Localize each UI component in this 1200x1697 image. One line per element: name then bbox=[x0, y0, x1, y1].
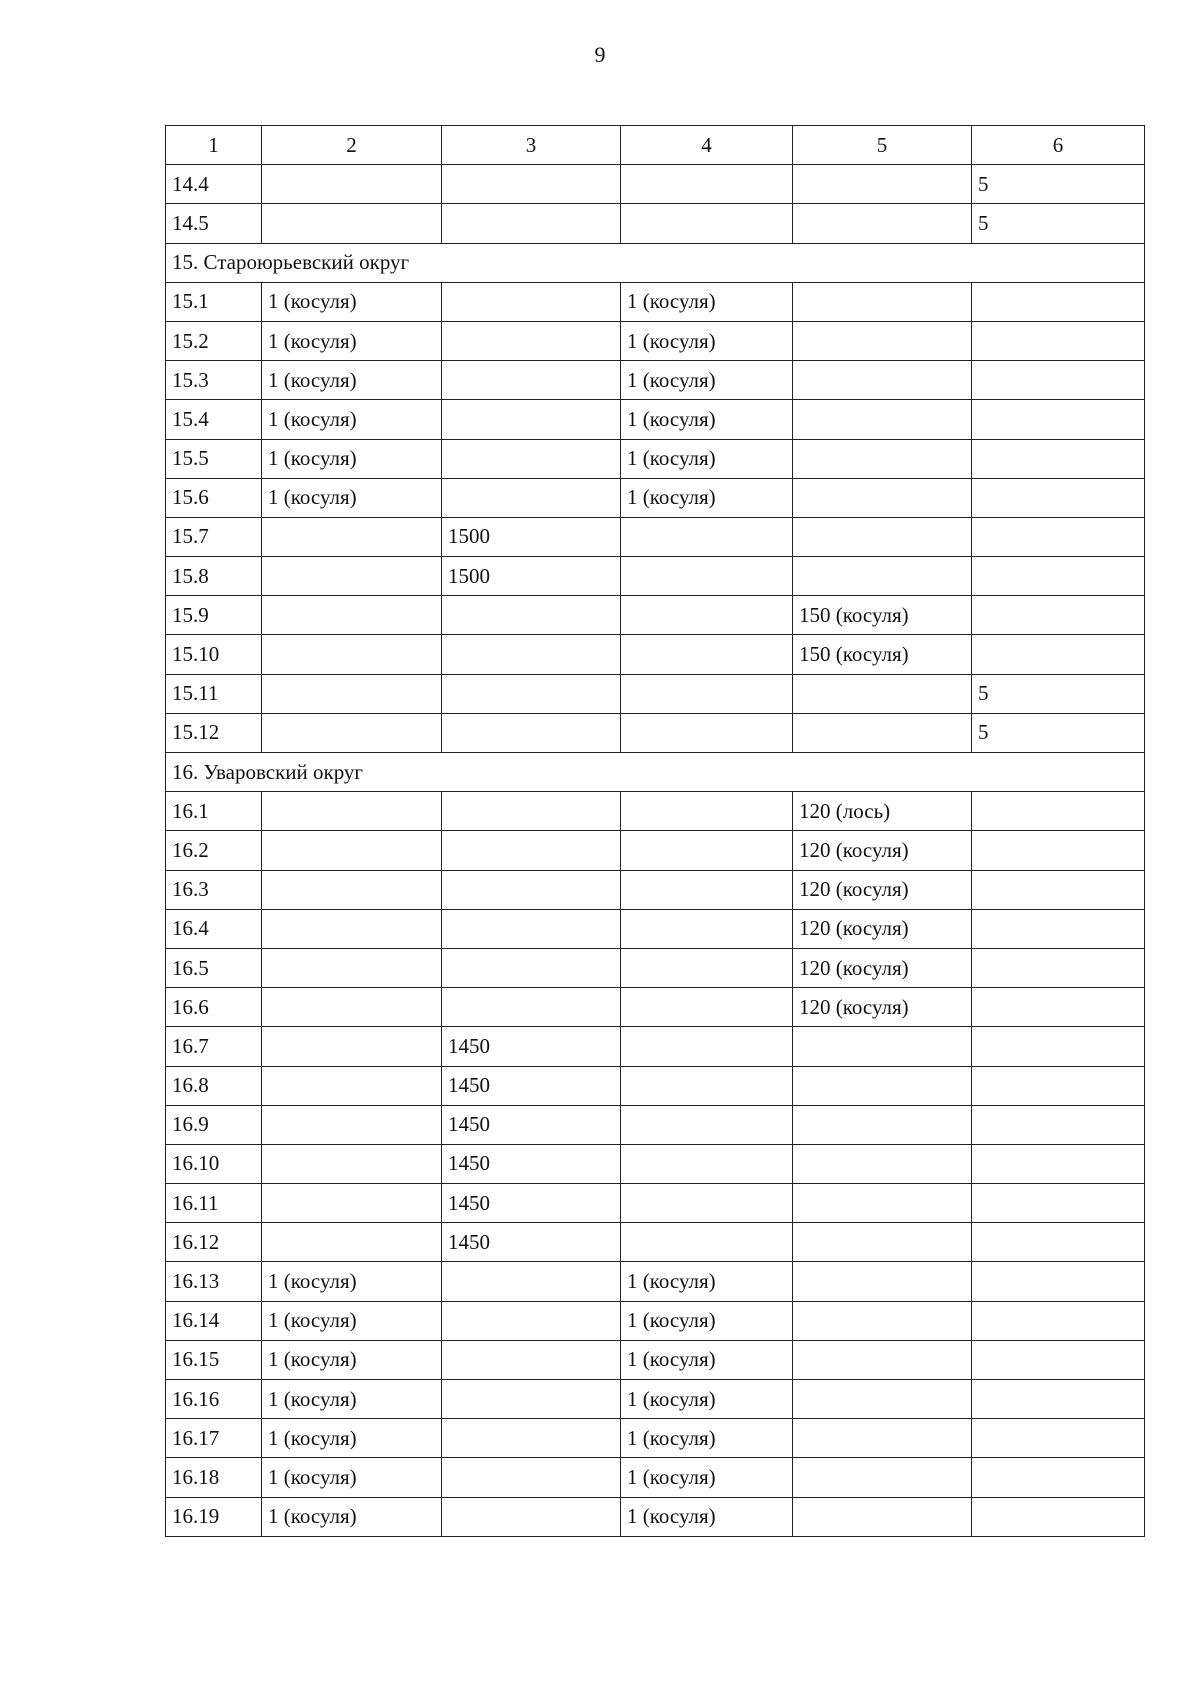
table-cell bbox=[972, 1301, 1145, 1340]
table-cell bbox=[262, 674, 442, 713]
table-cell bbox=[793, 1223, 972, 1262]
table-cell: 5 bbox=[972, 165, 1145, 204]
row-number-cell: 16.9 bbox=[166, 1105, 262, 1144]
table-row bbox=[166, 282, 1145, 321]
row-number-cell: 15.4 bbox=[166, 400, 262, 439]
table-cell bbox=[442, 713, 621, 752]
table-cell bbox=[972, 478, 1145, 517]
column-header: 6 bbox=[972, 126, 1145, 165]
table-row bbox=[166, 517, 1145, 556]
table-cell bbox=[262, 713, 442, 752]
row-number-cell: 16.7 bbox=[166, 1027, 262, 1066]
table-cell bbox=[972, 1144, 1145, 1183]
table-cell bbox=[262, 517, 442, 556]
table-cell bbox=[972, 1497, 1145, 1536]
table-cell bbox=[442, 909, 621, 948]
table-row bbox=[166, 439, 1145, 478]
table-cell: 1 (косуля) bbox=[262, 321, 442, 360]
table-cell bbox=[972, 361, 1145, 400]
row-number-cell: 15.5 bbox=[166, 439, 262, 478]
table-cell bbox=[262, 870, 442, 909]
row-number-cell: 16.3 bbox=[166, 870, 262, 909]
table-row bbox=[166, 1262, 1145, 1301]
row-number-cell: 16.12 bbox=[166, 1223, 262, 1262]
table-cell: 1 (косуля) bbox=[262, 1262, 442, 1301]
row-number-cell: 16.8 bbox=[166, 1066, 262, 1105]
table-cell bbox=[262, 1066, 442, 1105]
table-cell bbox=[442, 674, 621, 713]
table-cell bbox=[262, 1223, 442, 1262]
table-cell bbox=[262, 1144, 442, 1183]
table-cell: 1 (косуля) bbox=[621, 1380, 793, 1419]
table-row bbox=[166, 1223, 1145, 1262]
table-cell bbox=[793, 1144, 972, 1183]
table-cell bbox=[793, 204, 972, 243]
table-cell bbox=[262, 1027, 442, 1066]
row-number-cell: 16.4 bbox=[166, 909, 262, 948]
table-cell bbox=[793, 1340, 972, 1379]
section-row bbox=[166, 753, 1145, 792]
column-header: 1 bbox=[166, 126, 262, 165]
table-cell bbox=[262, 948, 442, 987]
table-cell bbox=[621, 909, 793, 948]
table-cell bbox=[621, 635, 793, 674]
table-cell bbox=[442, 948, 621, 987]
table-cell bbox=[793, 674, 972, 713]
section-title: 16. Уваровский округ bbox=[166, 753, 1145, 792]
table-row bbox=[166, 1184, 1145, 1223]
row-number-cell: 16.2 bbox=[166, 831, 262, 870]
table-cell: 1 (косуля) bbox=[621, 1301, 793, 1340]
table-cell: 1 (косуля) bbox=[262, 439, 442, 478]
table-cell bbox=[793, 713, 972, 752]
table-cell bbox=[972, 988, 1145, 1027]
section-row bbox=[166, 243, 1145, 282]
table-cell bbox=[442, 596, 621, 635]
table-cell bbox=[621, 1027, 793, 1066]
row-number-cell: 16.18 bbox=[166, 1458, 262, 1497]
table-cell bbox=[621, 1184, 793, 1223]
table-cell bbox=[262, 1184, 442, 1223]
table-cell: 1 (косуля) bbox=[262, 1340, 442, 1379]
table-row bbox=[166, 1066, 1145, 1105]
table-cell bbox=[442, 478, 621, 517]
table-row bbox=[166, 1340, 1145, 1379]
table-cell: 1 (косуля) bbox=[262, 1419, 442, 1458]
table-cell bbox=[621, 674, 793, 713]
table-cell bbox=[972, 792, 1145, 831]
table-cell: 120 (косуля) bbox=[793, 988, 972, 1027]
table-cell bbox=[972, 1380, 1145, 1419]
table-cell: 120 (косуля) bbox=[793, 948, 972, 987]
table-cell: 1 (косуля) bbox=[621, 478, 793, 517]
table-cell bbox=[442, 870, 621, 909]
table-row bbox=[166, 1497, 1145, 1536]
table-row bbox=[166, 1027, 1145, 1066]
row-number-cell: 15.1 bbox=[166, 282, 262, 321]
table-row bbox=[166, 1419, 1145, 1458]
table-cell bbox=[442, 1458, 621, 1497]
table-cell bbox=[442, 635, 621, 674]
table-cell: 150 (косуля) bbox=[793, 635, 972, 674]
table-header bbox=[166, 126, 1145, 165]
table-cell: 5 bbox=[972, 674, 1145, 713]
table-cell bbox=[262, 1105, 442, 1144]
table-row bbox=[166, 1458, 1145, 1497]
table-cell bbox=[793, 1184, 972, 1223]
table-cell: 150 (косуля) bbox=[793, 596, 972, 635]
table-cell: 1 (косуля) bbox=[621, 361, 793, 400]
row-number-cell: 16.5 bbox=[166, 948, 262, 987]
table-cell: 1 (косуля) bbox=[621, 400, 793, 439]
table-cell bbox=[793, 1105, 972, 1144]
row-number-cell: 14.4 bbox=[166, 165, 262, 204]
table-row bbox=[166, 674, 1145, 713]
row-number-cell: 15.2 bbox=[166, 321, 262, 360]
column-header: 2 bbox=[262, 126, 442, 165]
table-cell bbox=[262, 988, 442, 1027]
table-row bbox=[166, 1144, 1145, 1183]
row-number-cell: 16.6 bbox=[166, 988, 262, 1027]
table-cell: 1 (косуля) bbox=[621, 282, 793, 321]
table-row bbox=[166, 478, 1145, 517]
row-number-cell: 15.9 bbox=[166, 596, 262, 635]
table-row bbox=[166, 792, 1145, 831]
table-row bbox=[166, 831, 1145, 870]
table-cell bbox=[972, 282, 1145, 321]
column-header: 5 bbox=[793, 126, 972, 165]
table-row bbox=[166, 948, 1145, 987]
row-number-cell: 16.15 bbox=[166, 1340, 262, 1379]
table-cell bbox=[442, 988, 621, 1027]
table-cell: 1 (косуля) bbox=[621, 1340, 793, 1379]
row-number-cell: 15.10 bbox=[166, 635, 262, 674]
table-cell bbox=[972, 1027, 1145, 1066]
table-cell bbox=[442, 282, 621, 321]
table-cell: 1450 bbox=[442, 1066, 621, 1105]
table-cell: 1 (косуля) bbox=[262, 1458, 442, 1497]
table-row bbox=[166, 321, 1145, 360]
table-cell: 1450 bbox=[442, 1144, 621, 1183]
table-cell bbox=[793, 439, 972, 478]
table-cell: 1 (косуля) bbox=[621, 321, 793, 360]
table-cell bbox=[793, 1301, 972, 1340]
table-cell bbox=[442, 1301, 621, 1340]
table-cell: 120 (косуля) bbox=[793, 909, 972, 948]
table-cell bbox=[972, 517, 1145, 556]
table-cell bbox=[793, 478, 972, 517]
table-cell bbox=[621, 870, 793, 909]
table-cell bbox=[442, 400, 621, 439]
table-cell bbox=[793, 1066, 972, 1105]
column-header: 3 bbox=[442, 126, 621, 165]
table-cell bbox=[972, 948, 1145, 987]
table-cell bbox=[262, 165, 442, 204]
table-row bbox=[166, 557, 1145, 596]
table-cell: 1 (косуля) bbox=[621, 1419, 793, 1458]
table-cell bbox=[621, 204, 793, 243]
table-cell bbox=[972, 870, 1145, 909]
table-cell bbox=[972, 1223, 1145, 1262]
row-number-cell: 16.19 bbox=[166, 1497, 262, 1536]
table-cell bbox=[262, 596, 442, 635]
header-row bbox=[166, 126, 1145, 165]
table-row bbox=[166, 596, 1145, 635]
table-cell: 1 (косуля) bbox=[621, 1458, 793, 1497]
table-cell bbox=[442, 1340, 621, 1379]
table-cell bbox=[262, 204, 442, 243]
row-number-cell: 15.11 bbox=[166, 674, 262, 713]
row-number-cell: 16.17 bbox=[166, 1419, 262, 1458]
table-cell bbox=[793, 321, 972, 360]
row-number-cell: 16.10 bbox=[166, 1144, 262, 1183]
table-cell bbox=[972, 909, 1145, 948]
page-number: 9 bbox=[594, 42, 606, 67]
table-cell bbox=[793, 165, 972, 204]
table-cell bbox=[442, 204, 621, 243]
table-cell: 1450 bbox=[442, 1027, 621, 1066]
table-cell: 1 (косуля) bbox=[262, 361, 442, 400]
table-cell bbox=[442, 1262, 621, 1301]
table-cell bbox=[262, 909, 442, 948]
table-cell bbox=[621, 1066, 793, 1105]
table-cell bbox=[262, 635, 442, 674]
table-cell bbox=[621, 1105, 793, 1144]
table-cell: 1500 bbox=[442, 557, 621, 596]
table-cell bbox=[442, 165, 621, 204]
table-row bbox=[166, 165, 1145, 204]
table-cell bbox=[972, 557, 1145, 596]
table-cell: 1 (косуля) bbox=[262, 478, 442, 517]
table-cell bbox=[621, 1144, 793, 1183]
table-cell bbox=[262, 831, 442, 870]
table-cell bbox=[793, 361, 972, 400]
table-cell bbox=[621, 557, 793, 596]
table-cell bbox=[442, 1497, 621, 1536]
table-cell bbox=[972, 1184, 1145, 1223]
table-cell bbox=[442, 439, 621, 478]
table-cell: 1450 bbox=[442, 1105, 621, 1144]
table-body bbox=[166, 165, 1145, 1537]
table-cell: 1 (косуля) bbox=[621, 1497, 793, 1536]
table-cell bbox=[972, 1340, 1145, 1379]
table-cell: 1 (косуля) bbox=[262, 282, 442, 321]
table-row bbox=[166, 400, 1145, 439]
table-cell bbox=[442, 1419, 621, 1458]
row-number-cell: 15.12 bbox=[166, 713, 262, 752]
table-cell bbox=[621, 831, 793, 870]
table-cell bbox=[621, 948, 793, 987]
row-number-cell: 15.3 bbox=[166, 361, 262, 400]
column-header: 4 bbox=[621, 126, 793, 165]
table-cell bbox=[972, 1458, 1145, 1497]
table-row bbox=[166, 1105, 1145, 1144]
row-number-cell: 16.14 bbox=[166, 1301, 262, 1340]
table-row bbox=[166, 713, 1145, 752]
table-cell: 1 (косуля) bbox=[262, 1497, 442, 1536]
table-cell bbox=[262, 557, 442, 596]
table-cell bbox=[442, 1380, 621, 1419]
table-row bbox=[166, 204, 1145, 243]
table-cell bbox=[442, 361, 621, 400]
table-cell bbox=[972, 596, 1145, 635]
table-cell: 1 (косуля) bbox=[262, 400, 442, 439]
table-cell bbox=[972, 1105, 1145, 1144]
table-cell bbox=[972, 1066, 1145, 1105]
row-number-cell: 16.13 bbox=[166, 1262, 262, 1301]
table-cell: 1450 bbox=[442, 1184, 621, 1223]
table-cell bbox=[262, 792, 442, 831]
table-row bbox=[166, 1301, 1145, 1340]
section-title: 15. Староюрьевский округ bbox=[166, 243, 1145, 282]
table-cell: 120 (косуля) bbox=[793, 831, 972, 870]
table-cell: 1500 bbox=[442, 517, 621, 556]
table-cell bbox=[442, 792, 621, 831]
table-cell bbox=[793, 1262, 972, 1301]
table-cell bbox=[972, 1262, 1145, 1301]
table-cell bbox=[621, 517, 793, 556]
row-number-cell: 15.8 bbox=[166, 557, 262, 596]
table-cell: 1 (косуля) bbox=[621, 1262, 793, 1301]
row-number-cell: 15.7 bbox=[166, 517, 262, 556]
table-cell: 1 (косуля) bbox=[621, 439, 793, 478]
table-row bbox=[166, 988, 1145, 1027]
table-cell bbox=[793, 1497, 972, 1536]
table-cell: 5 bbox=[972, 204, 1145, 243]
table-cell bbox=[972, 321, 1145, 360]
table-cell bbox=[621, 792, 793, 831]
table-row bbox=[166, 361, 1145, 400]
table-cell bbox=[442, 321, 621, 360]
table-cell bbox=[793, 517, 972, 556]
row-number-cell: 14.5 bbox=[166, 204, 262, 243]
row-number-cell: 15.6 bbox=[166, 478, 262, 517]
table-cell bbox=[621, 596, 793, 635]
table-cell bbox=[793, 557, 972, 596]
table-cell bbox=[621, 1223, 793, 1262]
table-cell: 1 (косуля) bbox=[262, 1380, 442, 1419]
table-cell: 120 (косуля) bbox=[793, 870, 972, 909]
table-cell bbox=[972, 831, 1145, 870]
table-row bbox=[166, 870, 1145, 909]
table-row bbox=[166, 635, 1145, 674]
row-number-cell: 16.11 bbox=[166, 1184, 262, 1223]
table-cell bbox=[972, 400, 1145, 439]
table-cell bbox=[793, 1458, 972, 1497]
table-cell bbox=[972, 1419, 1145, 1458]
table-cell: 1450 bbox=[442, 1223, 621, 1262]
table-cell bbox=[793, 1380, 972, 1419]
table-cell: 1 (косуля) bbox=[262, 1301, 442, 1340]
table-cell bbox=[793, 282, 972, 321]
table-row bbox=[166, 1380, 1145, 1419]
table-cell bbox=[621, 988, 793, 1027]
row-number-cell: 16.16 bbox=[166, 1380, 262, 1419]
table-cell bbox=[442, 831, 621, 870]
table-cell bbox=[793, 400, 972, 439]
row-number-cell: 16.1 bbox=[166, 792, 262, 831]
table-row bbox=[166, 909, 1145, 948]
table-cell: 120 (лось) bbox=[793, 792, 972, 831]
table-cell: 5 bbox=[972, 713, 1145, 752]
data-table bbox=[165, 125, 1145, 1537]
table-cell bbox=[793, 1027, 972, 1066]
table-cell bbox=[621, 713, 793, 752]
table-cell bbox=[793, 1419, 972, 1458]
table-cell bbox=[972, 635, 1145, 674]
table-cell bbox=[972, 439, 1145, 478]
table-cell bbox=[621, 165, 793, 204]
